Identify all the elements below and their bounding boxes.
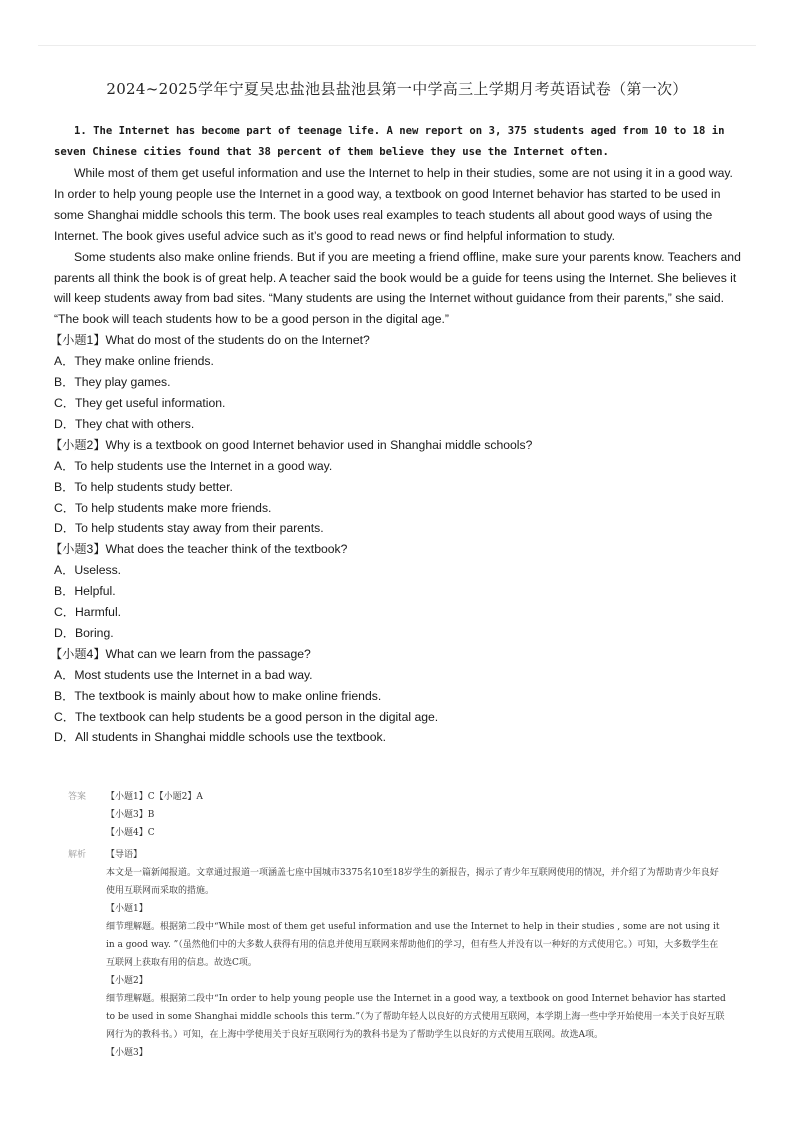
question-3-title: 【小题3】What does the teacher think of the textbook? — [50, 542, 348, 557]
question-4-option-a: A．Most students use the Internet in a bad way. — [54, 667, 313, 682]
question-1-option-a: A．They make online friends. — [54, 354, 214, 369]
question-4-option-d: D．All students in Shanghai middle schools use the textbook. — [54, 730, 386, 745]
question-3-option-d: D．Boring. — [54, 625, 114, 640]
question-1-title: 【小题1】What do most of the students do on the Internet? — [50, 333, 370, 348]
analysis-guide-title: 【导语】 — [106, 850, 143, 860]
question-3-option-a: A．Useless. — [54, 563, 122, 578]
analysis-q1-text: 细节理解题。根据第二段中“While most of them get useful information and use the Internet to help in their studies , some are not using it in a good way. ”（虽然他们中的大多数人获得有用的信息并使用互联网来帮助他们的学习，但有些人并没有以一种好的方式使用它。）可知，大多数学生在互联网上获取有用的信息。故选C项。 — [106, 922, 720, 968]
question-4-title: 【小题4】What can we learn from the passage? — [50, 646, 311, 661]
question-1-option-d: D．They chat with others. — [54, 416, 195, 431]
answer-line-1: 【小题1】C【小题2】A — [106, 792, 203, 802]
answer-section — [68, 788, 728, 842]
question-3-option-b: B．Helpful. — [54, 584, 116, 599]
question-2-option-a: A．To help students use the Internet in a good way. — [54, 458, 333, 473]
analysis-q3-title: 【小题3】 — [106, 1048, 148, 1058]
question-2-option-c: C．To help students make more friends. — [54, 500, 272, 515]
question-2-title: 【小题2】Why is a textbook on good Internet behavior used in Shanghai middle schools? — [50, 437, 533, 452]
page-title: 2024~2025学年宁夏吴忠盐池县盐池县第一中学高三上学期月考英语试卷（第一次） — [106, 80, 688, 98]
analysis-guide-text: 本文是一篇新闻报道。文章通过报道一项涵盖七座中国城市3375名10至18岁学生的新报告，揭示了青少年互联网使用的情况，并介绍了为帮助青少年良好使用互联网而采取的措施。 — [106, 868, 719, 896]
question-4-option-b: B．The textbook is mainly about how to make online friends. — [54, 688, 382, 703]
answer-label: 答案 — [68, 792, 87, 802]
passage-intro: 1. The Internet has become part of teenage life. A new report on 3, 375 students aged from 10 to 18 in seven Chinese cities found that 38 percent of them believe they use the Internet often. — [54, 125, 725, 158]
reading-passage — [50, 121, 742, 748]
question-1-option-b: B．They play games. — [54, 375, 171, 390]
answer-line-2: 【小题3】B — [106, 810, 155, 820]
top-divider — [38, 45, 756, 46]
question-2-option-d: D．To help students stay away from their parents. — [54, 521, 324, 536]
passage-paragraph-3: Some students also make online friends. But if you are meeting a friend offline, make sure your parents know. Teachers and parents all think the book is of great help. A teacher said the book would be a guide for teens using the Internet. She believes it will keep students away from bad sites. “Many students are using the Internet without guidance from their parents,” she said. “The book will teach students how to be a good person in the digital age.” — [54, 249, 741, 327]
question-2-option-b: B．To help students study better. — [54, 479, 233, 494]
analysis-label: 解析 — [68, 850, 87, 860]
question-4-option-c: C．The textbook can help students be a good person in the digital age. — [54, 709, 439, 724]
analysis-q2-text: 细节理解题。根据第二段中“In order to help young people use the Internet in a good way, a textbook on good Internet behavior has started to be used in some Shanghai middle schools this term.”（为了帮助年轻人以良好的方式使用互联网，本学期上海一些中学开始使用一本关于良好互联网行为的教科书。）可知，在上海中学使用关于良好互联网行为的教科书是为了帮助学生以良好的方式使用互联网。故选A项。 — [106, 994, 726, 1040]
passage-paragraph-2: While most of them get useful information and use the Internet to help in their studies, some are not using it in a good way. In order to help young people use the Internet in a good way, a textbook on good Internet behavior has started to be used in some Shanghai middle schools this term. The book uses real examples to teach students all about good ways of using the Internet. The book gives useful advice such as it’s good to read news or find helpful information to study. — [54, 166, 733, 243]
question-3-option-c: C．Harmful. — [54, 605, 122, 620]
question-1-option-c: C．They get useful information. — [54, 395, 226, 410]
analysis-section — [68, 846, 728, 1062]
answer-line-3: 【小题4】C — [106, 828, 155, 838]
analysis-q2-title: 【小题2】 — [106, 976, 148, 986]
analysis-q1-title: 【小题1】 — [106, 904, 148, 914]
